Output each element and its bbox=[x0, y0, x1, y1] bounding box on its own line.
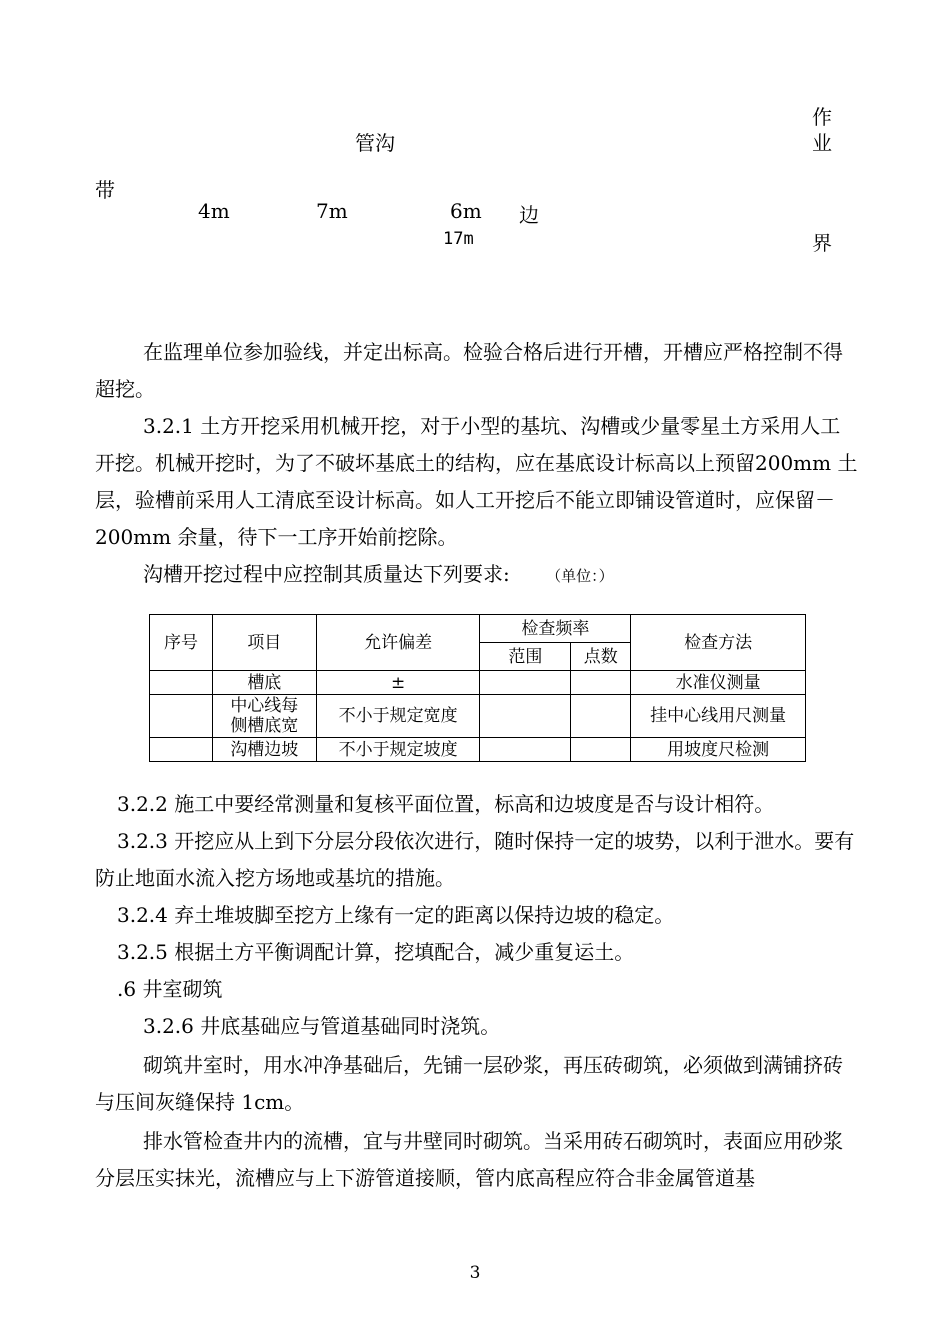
cell-item-line2: 侧槽底宽 bbox=[230, 716, 299, 736]
cell-tolerance: ± bbox=[316, 671, 480, 695]
paragraph-3-2-4: 3.2.4 弃土堆坡脚至挖方上缘有一定的距离以保持边坡的稳定。 bbox=[117, 903, 675, 927]
edge-label: 边 bbox=[519, 203, 539, 227]
paragraph-3-2-1: 3.2.1 土方开挖采用机械开挖，对于小型的基坑、沟槽或少量零星土方采用人工开挖。机械开挖时，为了不破坏基底土的结构，应在基底设计标高以上预留200mm 土层，验槽前采用人工清底至设计标高。如人工开挖后不能立即铺设管道时，应保留－200mm 余量，待下一工序开始前挖除。 bbox=[95, 414, 858, 549]
belt-label: 带 bbox=[95, 178, 115, 202]
cell-method: 挂中心线用尺测量 bbox=[631, 695, 806, 738]
cell-item-line1: 中心线每 bbox=[230, 696, 299, 716]
header-tolerance: 允许偏差 bbox=[316, 615, 480, 671]
cell-tolerance: 不小于规定宽度 bbox=[316, 695, 480, 738]
header-range: 范围 bbox=[480, 643, 571, 671]
cell-item: 槽底 bbox=[212, 671, 316, 695]
paragraph-3-2-5: 3.2.5 根据土方平衡调配计算，挖填配合，减少重复运土。 bbox=[117, 940, 635, 964]
cell-method: 水准仪测量 bbox=[631, 671, 806, 695]
paragraph-drain: 排水管检查井内的流槽，宜与井壁同时砌筑。当采用砖石砌筑时，表面应用砂浆分层压实抹光，流槽应与上下游管道接顺，管内底高程应符合非金属管道基 bbox=[95, 1129, 843, 1190]
quality-table bbox=[149, 614, 806, 762]
cell-tolerance: 不小于规定坡度 bbox=[316, 738, 480, 762]
cell-range bbox=[480, 695, 571, 738]
cell-method: 用坡度尺检测 bbox=[631, 738, 806, 762]
paragraph-3-2-3: 3.2.3 开挖应从上到下分层分段依次进行，随时保持一定的坡势，以利于泄水。要有防止地面水流入挖方场地或基坑的措施。 bbox=[95, 829, 855, 890]
cell-range bbox=[480, 671, 571, 695]
cell-seq bbox=[150, 671, 213, 695]
table-row bbox=[150, 671, 806, 695]
cell-seq bbox=[150, 738, 213, 762]
quality-intro-text: 沟槽开挖过程中应控制其质量达下列要求: bbox=[143, 562, 510, 586]
cell-seq bbox=[150, 695, 213, 738]
dimension-6m: 6m bbox=[450, 199, 482, 223]
cell-range bbox=[480, 738, 571, 762]
header-frequency: 检查频率 bbox=[480, 615, 631, 643]
unit-note: （单位：） bbox=[546, 567, 614, 585]
paragraph-3-2-6: 3.2.6 井底基础应与管道基础同时浇筑。 bbox=[143, 1014, 501, 1038]
dimension-7m: 7m bbox=[316, 199, 348, 223]
work-label-top: 作 bbox=[812, 105, 832, 129]
trench-label: 管沟 bbox=[355, 131, 395, 155]
paragraph-3-2-2: 3.2.2 施工中要经常测量和复核平面位置，标高和边坡度是否与设计相符。 bbox=[117, 792, 775, 816]
table-row bbox=[150, 738, 806, 762]
boundary-label: 界 bbox=[812, 231, 832, 255]
upper-text-block bbox=[95, 334, 860, 595]
page-number: 3 bbox=[469, 1263, 481, 1283]
cell-points bbox=[571, 695, 631, 738]
cell-points bbox=[571, 671, 631, 695]
dimension-4m: 4m bbox=[198, 199, 230, 223]
dimension-17m: 17m bbox=[443, 229, 474, 249]
table-row bbox=[150, 695, 806, 738]
cell-points bbox=[571, 738, 631, 762]
cell-item bbox=[212, 695, 316, 738]
header-points: 点数 bbox=[571, 643, 631, 671]
lower-text-block bbox=[95, 786, 860, 1197]
paragraph-masonry: 砌筑井室时，用水冲净基础后，先铺一层砂浆，再压砖砌筑，必须做到满铺挤砖与压间灰缝保持 1cm。 bbox=[95, 1053, 843, 1114]
paragraph-quality-intro bbox=[95, 556, 860, 595]
header-seq: 序号 bbox=[150, 615, 213, 671]
section-heading: .6 井室砌筑 bbox=[117, 977, 223, 1001]
header-method: 检查方法 bbox=[631, 615, 806, 671]
cell-item: 沟槽边坡 bbox=[212, 738, 316, 762]
paragraph-inspection: 在监理单位参加验线，并定出标高。检验合格后进行开槽，开槽应严格控制不得超挖。 bbox=[95, 340, 843, 401]
work-label-bottom: 业 bbox=[812, 131, 832, 155]
header-item: 项目 bbox=[212, 615, 316, 671]
